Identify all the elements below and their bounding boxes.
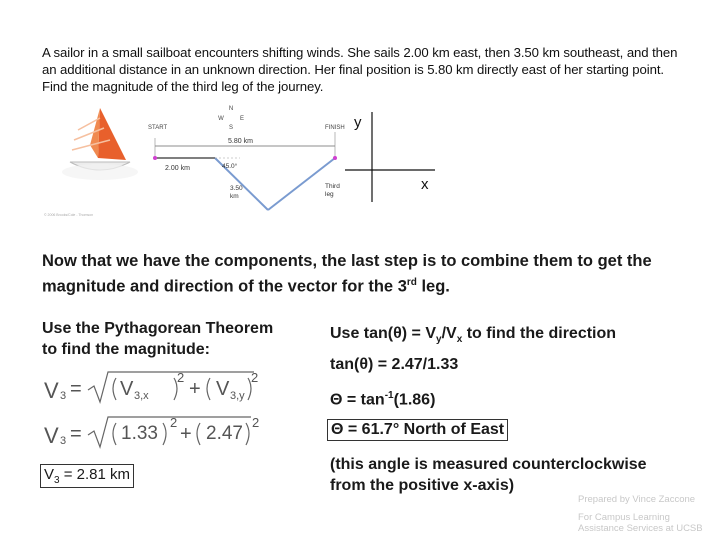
intro-line1: Now that we have the components, the last step is to combine them to get the (42, 252, 652, 270)
leg3-label-1: Third (325, 183, 340, 190)
y-axis-label: y (354, 114, 362, 131)
credit-text: Prepared by Vince Zaccone For Campus Learning Assistance Services at UCSB (578, 494, 703, 534)
pythagorean-heading: Use the Pythagorean Theorem to find the magnitude: (42, 320, 274, 358)
x-axis-label: x (421, 176, 429, 193)
tan-equation: tan(θ) = 2.47/1.33 (330, 356, 459, 373)
compass-n: N (228, 106, 234, 112)
coordinate-axes (345, 112, 435, 202)
sailboat-figure (30, 100, 360, 220)
inverse-tan-equation: $\Theta = \tan^{-1}(1.86)$ (330, 390, 436, 409)
direction-heading: Use $\tan(\theta) = V_y/V_x$ to find the direction (330, 325, 617, 346)
compass-e: E (239, 116, 245, 122)
angle-note: (this angle is measured counterclockwise from the positive x-axis) (330, 456, 647, 494)
formula-magnitude-values: V 3 = 1.33 2 + 2.47 2 (44, 415, 260, 448)
compass-s: S (228, 125, 234, 131)
finish-label: FINISH (325, 125, 345, 131)
intro-line2: magnitude and direction of the vector for the 3rd leg. (42, 277, 450, 296)
figure-copyright: © 2006 Brooks/Cole - Thomson (44, 213, 94, 217)
formula-magnitude-symbolic: V 3 = V 3,x 2 + V 3,y 2 (44, 370, 259, 403)
angle-label: 45.0° (222, 163, 238, 170)
compass-w: W (218, 116, 224, 122)
start-label: START (148, 125, 168, 131)
leg2-label-2: km (230, 193, 239, 200)
leg3-label-2: leg (325, 191, 334, 198)
magnitude-result: $V_3 = 2.81$ km (40, 464, 134, 488)
leg2-label-1: 3.50 (230, 185, 243, 192)
angle-result: Θ = 61.7° North of East (327, 419, 508, 441)
leg1-label: 2.00 km (165, 165, 190, 172)
intro-paragraph (42, 250, 682, 298)
distance-total-label: 5.80 km (228, 138, 253, 145)
problem-statement: A sailor in a small sailboat encounters shifting winds. She sails 2.00 km east, then 3.50 km southeast, and then an additional distance in an unknown direction. Her final position is 5.80 km directly east of her starting point. Find the magnitude of the third leg of the journey. (42, 45, 678, 94)
sail-shape (98, 108, 126, 160)
